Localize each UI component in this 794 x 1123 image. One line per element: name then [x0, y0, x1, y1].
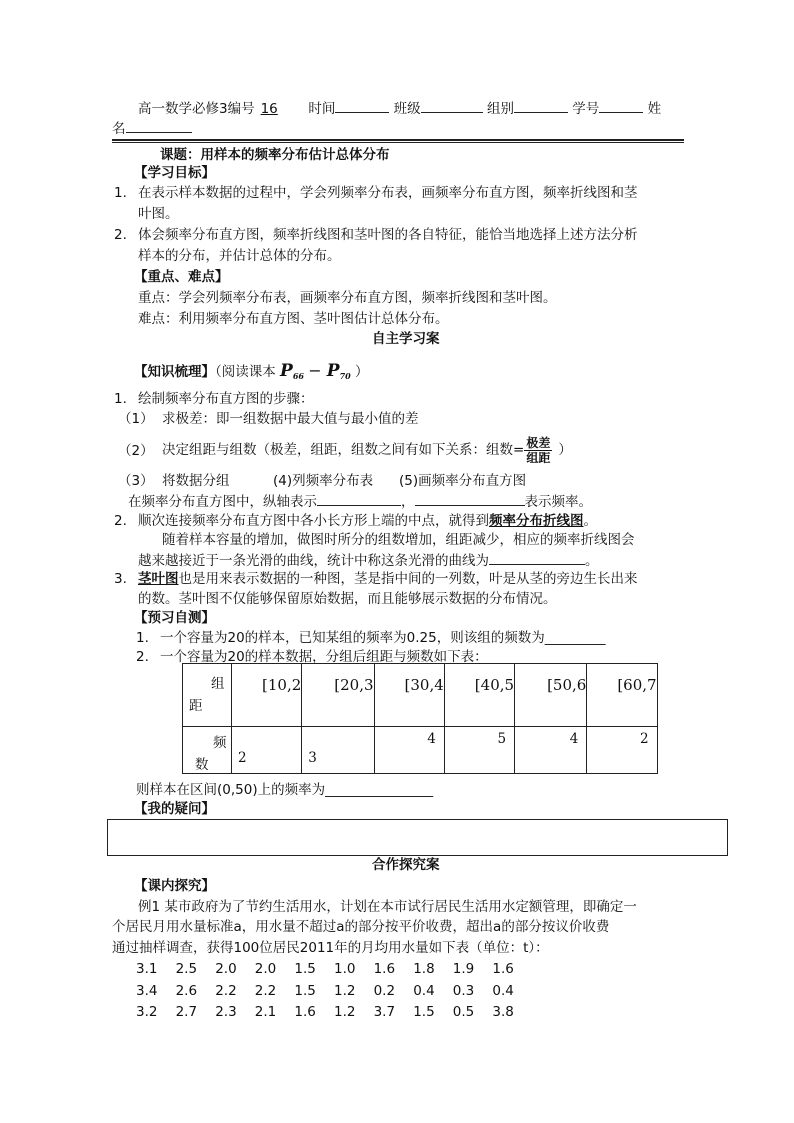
objective-1-line2: 叶图。 — [138, 206, 179, 222]
data-value: 2.1 — [254, 1004, 277, 1020]
step3-num: 3. — [114, 571, 127, 587]
substep-4: (4)列频率分布表 — [273, 473, 374, 489]
group-blank[interactable] — [514, 99, 568, 113]
substep-3: 将数据分组 — [162, 473, 230, 489]
questions-heading: 【我的疑问】 — [134, 801, 215, 817]
data-value: 1.5 — [294, 961, 316, 977]
name-label-2: 名 — [112, 121, 126, 137]
step2-num: 2. — [114, 513, 127, 529]
step3-line1 — [138, 570, 638, 588]
count-cell: 4 — [515, 727, 587, 774]
axis-blank-2[interactable] — [415, 492, 525, 506]
keypoints-heading: 【重点、难点】 — [134, 269, 229, 285]
review-line: 【知识梳理】（阅读课本 $P_{66} - P_{70}$ ） — [134, 361, 369, 381]
substep-2-num: （2） — [118, 443, 154, 459]
class-blank[interactable] — [421, 99, 483, 113]
data-value: 2.0 — [215, 961, 237, 977]
step2-para-end: 。 — [585, 553, 599, 569]
substep-3-num: （3） — [118, 473, 154, 489]
count-header: 频 数 — [183, 727, 232, 774]
axis-text-a: 在频率分布直方图中，纵轴表示 — [128, 494, 317, 510]
step2-term: 频率分布折线图 — [489, 513, 584, 529]
objective-1-num: 1. — [114, 185, 127, 201]
group-count-fraction: $\frac{\text{极差}}{\text{组距}}$ — [526, 435, 551, 465]
class-label: 班级 — [393, 101, 421, 117]
axis-blank-1[interactable] — [317, 492, 401, 506]
example1-line3: 通过抽样调查，获得100位居民2011年的月均用水量如下表（单位：t）： — [112, 940, 549, 956]
data-value: 1.2 — [334, 983, 356, 999]
example1-line1: 例1 某市政府为了节约生活用水，计划在本市试行居民生活用水定额管理，即确定一 — [138, 899, 637, 915]
data-value: 1.6 — [294, 1004, 316, 1020]
self-study-heading: 自主学习案 — [372, 331, 440, 347]
step3-text: 也是用来表示数据的一种图，茎是指中间的一列数，叶是从茎的旁边生长出来 — [178, 571, 638, 587]
q2-num: 2. — [136, 649, 149, 665]
count-cell: 5 — [444, 727, 514, 774]
substep-5: (5)画频率分布直方图 — [399, 473, 527, 489]
q2-after-text: 则样本在区间(0,50)上的频率为 — [136, 782, 326, 798]
page-end: $P_{70}$ — [326, 361, 351, 381]
data-value: 1.6 — [492, 961, 514, 977]
data-value: 2.2 — [215, 983, 237, 999]
substep-2-close: ） — [558, 442, 572, 458]
data-value: 1.8 — [413, 961, 435, 977]
page-start: $P_{66}$ — [280, 361, 304, 381]
q2-text: 一个容量为20的样本数据，分组后组距与频数如下表： — [160, 649, 488, 665]
count-cell: 2 — [587, 727, 657, 774]
step2-text: 顺次连接频率分布直方图中各小长方形上端的中点，就得到 — [138, 513, 489, 529]
data-value: 3.2 — [136, 1004, 158, 1020]
review-label: 【知识梳理】 — [134, 364, 215, 380]
step2-line — [138, 512, 597, 530]
lesson-title: 课题：用样本的频率分布估计总体分布 — [160, 147, 390, 163]
step2-para-text: 越来越接近于一条光滑的曲线，统计中称这条光滑的曲线为 — [138, 553, 489, 569]
questions-box[interactable] — [107, 819, 728, 856]
data-value: 2.3 — [215, 1004, 237, 1020]
data-value: 1.0 — [334, 961, 356, 977]
data-value: 1.5 — [294, 983, 316, 999]
data-value: 3.1 — [136, 961, 158, 977]
q1-blank[interactable]: _________ — [544, 630, 606, 646]
objective-2-line2: 样本的分布，并估计总体的分布。 — [138, 248, 341, 264]
q2-blank[interactable]: ________________ — [325, 782, 434, 798]
axis-text-b: 表示频率。 — [524, 494, 592, 510]
name-label-1: 姓 — [647, 101, 662, 117]
data-value: 3.8 — [492, 1004, 514, 1020]
interval-cell: [10,2 — [232, 664, 302, 727]
review-paren-open: （阅读课本 — [215, 364, 276, 380]
q1-text: 一个容量为20的样本，已知某组的频率为0.25，则该组的频数为 — [160, 630, 545, 646]
key-point: 重点：学会列频率分布表，画频率分布直方图，频率折线图和茎叶图。 — [138, 290, 557, 306]
frequency-table — [182, 663, 658, 774]
data-value: 0.4 — [492, 983, 514, 999]
data-value: 3.7 — [373, 1004, 396, 1020]
objective-2-line1: 体会频率分布直方图，频率折线图和茎叶图的各自特征，能恰当地选择上述方法分析 — [138, 227, 638, 243]
interval-cell: [30,4 — [374, 664, 444, 727]
interval-cell: [20,3 — [302, 664, 374, 727]
header-prefix: 高一数学必修3编号 — [138, 101, 255, 117]
header-number: 16 — [260, 101, 278, 117]
data-value: 0.4 — [413, 983, 435, 999]
step1-num: 1. — [114, 391, 127, 407]
class-inquiry-heading: 【课内探究】 — [134, 878, 215, 894]
substep-2: 决定组距与组数（极差，组距，组数之间有如下关系：组数= — [162, 442, 525, 458]
count-cell: 2 — [232, 727, 302, 774]
studentno-blank[interactable] — [599, 99, 643, 113]
substep-2-row — [162, 433, 572, 467]
time-blank[interactable] — [335, 99, 389, 113]
axis-comma: ， — [401, 494, 415, 510]
interval-cell: [40,5 — [444, 664, 514, 727]
q1-line — [160, 629, 606, 647]
axis-line — [128, 492, 592, 511]
group-label: 组别 — [486, 101, 514, 117]
data-value: 2.2 — [254, 983, 277, 999]
data-value: 2.7 — [175, 1004, 198, 1020]
step1: 绘制频率分布直方图的步骤： — [138, 391, 314, 407]
interval-header: 组 距 — [183, 664, 232, 727]
step2-para-line1: 随着样本容量的增加，做图时所分的组数增加，组距减少，相应的频率折线图会 — [162, 532, 635, 548]
data-value: 2.6 — [175, 983, 198, 999]
data-value: 1.9 — [452, 961, 475, 977]
data-value: 1.6 — [373, 961, 396, 977]
step3-term: 茎叶图 — [138, 571, 179, 587]
q1-num: 1. — [136, 630, 149, 646]
substep-1-num: （1） — [118, 411, 154, 427]
count-cell: 3 — [302, 727, 374, 774]
header-rule — [112, 139, 684, 141]
data-value: 1.2 — [334, 1004, 356, 1020]
header-rule-thin — [112, 142, 684, 143]
example1-line2: 个居民月用水量标准a，用水量不超过a的部分按平价收费，超出a的部分按议价收费 — [112, 919, 610, 935]
interval-row — [183, 664, 658, 727]
data-value: 1.5 — [413, 1004, 435, 1020]
q2-after-line — [136, 781, 433, 799]
data-value: 0.3 — [452, 983, 475, 999]
count-row — [183, 727, 658, 774]
data-value: 0.2 — [373, 983, 396, 999]
substep-1: 求极差：即一组数据中最大值与最小值的差 — [162, 411, 419, 427]
data-value: 0.5 — [452, 1004, 475, 1020]
studentno-label: 学号 — [572, 101, 600, 117]
interval-cell: [50,6 — [515, 664, 587, 727]
count-cell: 4 — [374, 727, 444, 774]
data-value: 3.4 — [136, 983, 158, 999]
objectives-heading: 【学习目标】 — [134, 165, 215, 181]
step3-line2: 的数。茎叶图不仅能够保留原始数据，而且能够展示数据的分布情况。 — [138, 591, 557, 607]
objective-1-line1: 在表示样本数据的过程中，学会列频率分布表，画频率分布直方图，频率折线图和茎 — [138, 185, 638, 201]
data-value: 2.5 — [175, 961, 198, 977]
header-line-2 — [112, 119, 192, 138]
header-line — [138, 99, 661, 118]
step2-para-line2 — [138, 551, 599, 570]
review-paren-close: ） — [355, 364, 369, 380]
name-blank[interactable] — [126, 119, 192, 133]
data-value: 2.0 — [254, 961, 277, 977]
coop-heading: 合作探究案 — [372, 857, 440, 873]
difficulty-point: 难点：利用频率分布直方图、茎叶图估计总体分布。 — [138, 311, 449, 327]
objective-2-num: 2. — [114, 227, 127, 243]
interval-cell: [60,7 — [587, 664, 657, 727]
time-label: 时间 — [308, 101, 336, 117]
curve-blank[interactable] — [489, 551, 585, 565]
step2-end: 。 — [583, 513, 597, 529]
pretest-heading: 【预习自测】 — [134, 610, 215, 626]
